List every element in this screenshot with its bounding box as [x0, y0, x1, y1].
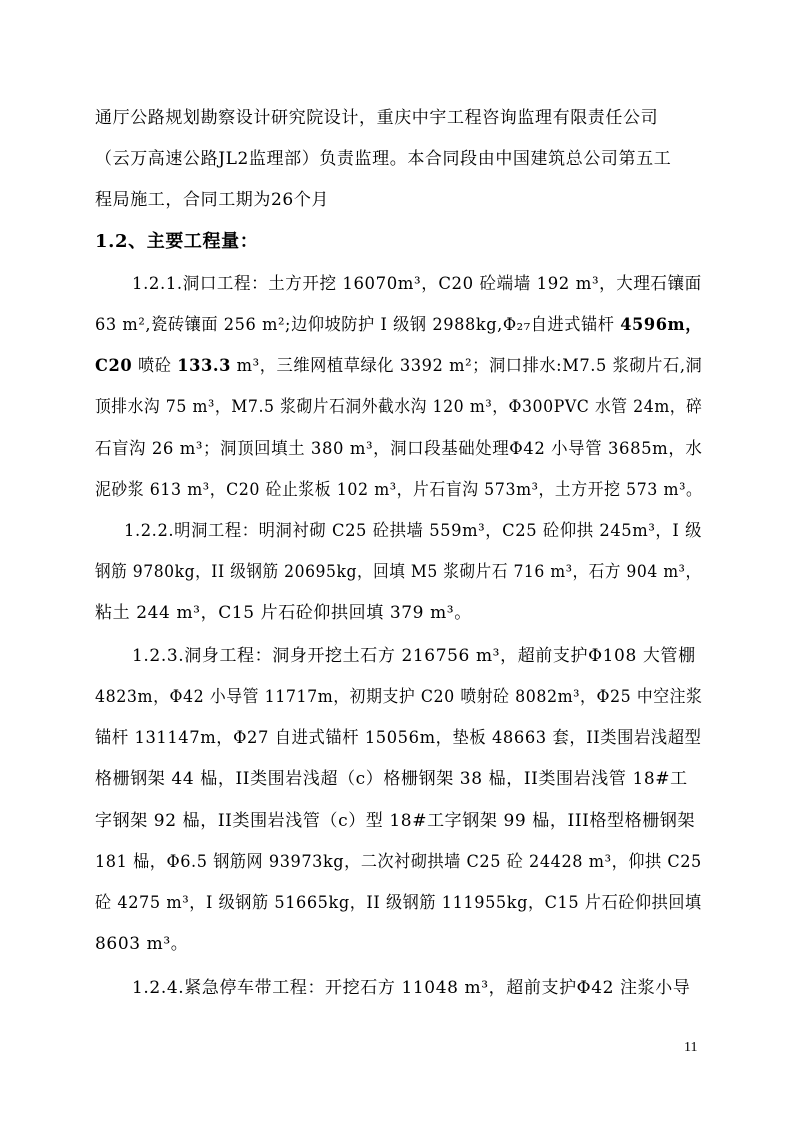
s123-line-3: 锚杆 131147m，Φ27 自进式锚杆 15056m，垫板 48663 套，II类围岩浅超型	[95, 728, 702, 748]
s121-line-3-bold-a: C20	[95, 356, 133, 376]
s121-line-1: 1.2.1.洞口工程：土方开挖 16070m³，C20 砼端墙 192 m³，大理石镶面	[132, 274, 702, 294]
s121-line-6: 泥砂浆 613 m³，C20 砼止浆板 102 m³，片石盲沟 573m³，土方开挖 573 m³。	[95, 480, 703, 500]
s121-line-5: 石盲沟 26 m³；洞顶回填土 380 m³，洞口段基础处理Φ42 小导管 3685m，水	[95, 439, 703, 459]
s122-line-1: 1.2.2.明洞工程：明洞衬砌 C25 砼拱墙 559m³，C25 砼仰拱 245m³，I 级	[124, 521, 703, 541]
s123-line-2: 4823m，Φ42 小导管 11717m，初期支护 C20 喷射砼 8082m³，Φ25 中空注浆	[95, 687, 703, 707]
s123-line-1: 1.2.3.洞身工程：洞身开挖土石方 216756 m³，超前支护Φ108 大管棚	[132, 646, 696, 666]
s123-line-5: 字钢架 92 榀，II类围岩浅管（c）型 18#工字钢架 99 榀，III格型格栅钢架	[95, 811, 696, 831]
page-number: 11	[684, 1040, 698, 1055]
s123-line-8: 8603 m³。	[95, 934, 189, 954]
section-heading: 1.2、主要工程量：	[95, 231, 259, 252]
s121-line-3	[95, 356, 702, 376]
s123-line-7: 砼 4275 m³，I 级钢筋 51665kg，II 级钢筋 111955kg，C15 片石砼仰拱回填	[95, 893, 702, 913]
s121-line-2-text: 63 m²,瓷砖镶面 256 m²;边仰坡防护 I 级钢 2988kg,Φ₂₇自进式锚杆	[95, 315, 621, 335]
s122-line-2: 钢筋 9780kg，II 级钢筋 20695kg，回填 M5 浆砌片石 716 m³，石方 904 m³，	[95, 562, 702, 582]
intro-line-1: 通厅公路规划勘察设计研究院设计，重庆中宇工程咨询监理有限责任公司	[95, 108, 659, 128]
s121-line-3-text-a: 喷砼	[132, 356, 178, 376]
s121-line-4: 顶排水沟 75 m³，M7.5 浆砌片石洞外截水沟 120 m³，Φ300PVC 水管 24m，碎	[95, 397, 703, 417]
s122-line-3: 粘土 244 m³，C15 片石砼仰拱回填 379 m³。	[95, 603, 472, 623]
intro-line-2: （云万高速公路JL2监理部）负责监理。本合同段由中国建筑总公司第五工	[95, 149, 672, 169]
intro-line-3: 程局施工，合同工期为26个月	[95, 190, 330, 210]
s121-line-3-text-b: m³，三维网植草绿化 3392 m²；洞口排水:M7.5 浆砌片石,洞	[230, 356, 703, 376]
s123-line-4: 格栅钢架 44 榀，II类围岩浅超（c）格栅钢架 38 榀，II类围岩浅管 18#工	[95, 769, 688, 789]
s121-line-2	[95, 315, 702, 335]
s121-line-3-bold-b: 133.3	[177, 356, 231, 376]
s121-line-2-bold: 4596m，	[620, 315, 702, 335]
s123-line-6: 181 榀，Φ6.5 钢筋网 93973kg，二次衬砌拱墙 C25 砼 24428 m³，仰拱 C25	[95, 852, 702, 872]
s124-line-1: 1.2.4.紧急停车带工程：开挖石方 11048 m³，超前支护Φ42 注浆小导	[132, 978, 691, 998]
